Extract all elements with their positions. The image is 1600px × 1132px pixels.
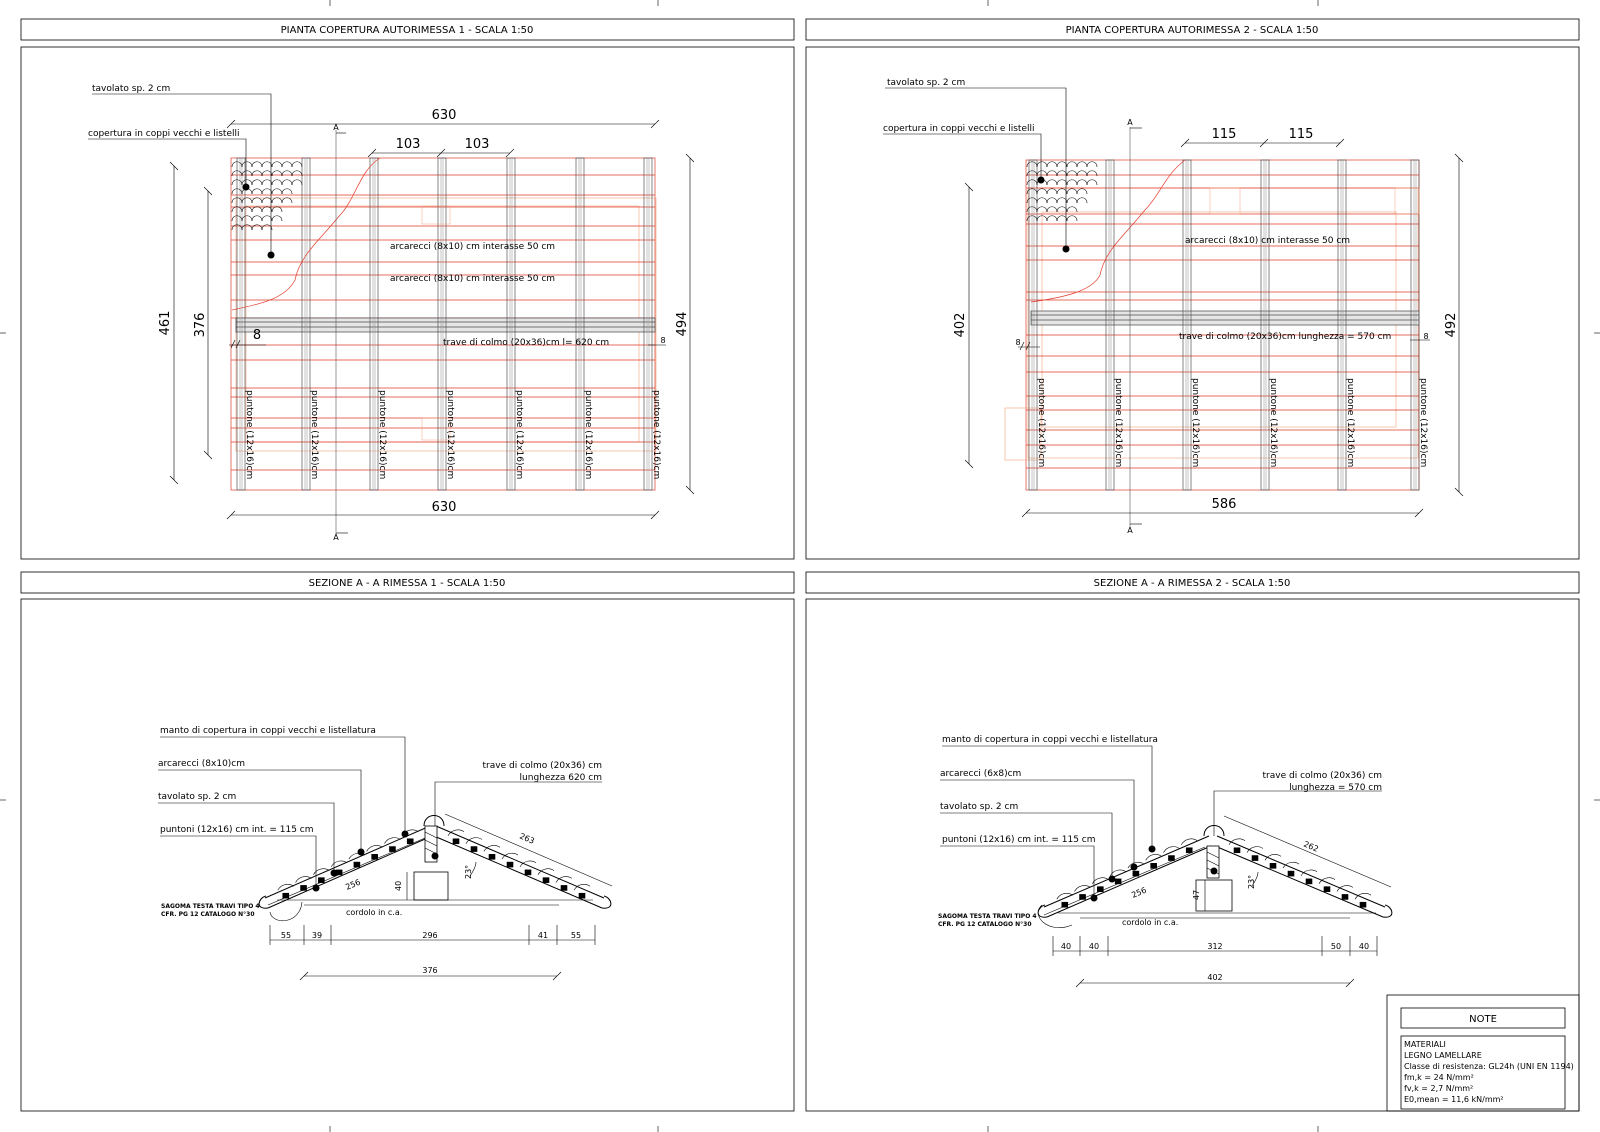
- plan1-dim-8b: 8: [660, 336, 666, 345]
- sec1-dim-b3: 296: [422, 931, 438, 940]
- sec2-manto-label: manto di copertura in coppi vecchi e listellatura: [942, 735, 1158, 745]
- puntone-label-1: puntone (12x16)cm: [1036, 378, 1046, 468]
- note-line-4: fm,k = 24 N/mm²: [1404, 1073, 1474, 1082]
- sec1-dim-263: 263: [518, 831, 536, 846]
- sec2-dim-b1: 40: [1060, 942, 1072, 951]
- sec1-dim-b4: 41: [537, 931, 549, 940]
- sec2-puntoni-label: puntoni (12x16) cm int. = 115 cm: [942, 835, 1096, 845]
- sec2-dim-256: 256: [1130, 885, 1148, 900]
- plan1-dim-right: 494: [675, 311, 690, 337]
- plan1-dim-8a: 8: [252, 328, 262, 343]
- sec2-dim-b3: 312: [1207, 942, 1223, 951]
- sec2-frame: [806, 599, 1579, 1111]
- plan2-tavolato-label: tavolato sp. 2 cm: [887, 78, 966, 88]
- puntone-label-5: puntone (12x16)cm: [1345, 378, 1355, 468]
- plan1-dim-bottom: 630: [431, 500, 457, 515]
- plan1-trave-label: trave di colmo (20x36)cm l= 620 cm: [443, 338, 610, 348]
- plan1-dim-top: 630: [431, 108, 457, 123]
- puntone-label-4: puntone (12x16)cm: [445, 390, 455, 480]
- plan1-section-a-top: A: [333, 123, 339, 132]
- sec2-trave-label-2: lunghezza = 570 cm: [1289, 783, 1382, 793]
- plan2-drawing: [883, 88, 1463, 528]
- sec1-dim-b1: 55: [280, 931, 292, 940]
- plan2-section-a-bottom: A: [1127, 526, 1133, 535]
- puntone-label-2: puntone (12x16)cm: [1113, 378, 1123, 468]
- sec1-trave-label-1: trave di colmo (20x36) cm: [482, 761, 602, 771]
- puntone-label-7: puntone (12x16)cm: [651, 390, 661, 480]
- plan2-arcarecci-label: arcarecci (8x10) cm interasse 50 cm: [1185, 236, 1351, 246]
- puntone-label-3: puntone (12x16)cm: [1190, 378, 1200, 468]
- plan1-dim-left-outer: 461: [158, 310, 173, 336]
- sec2-arcarecci-label: arcarecci (6x8)cm: [940, 769, 1022, 779]
- sec1-tavolato-label: tavolato sp. 2 cm: [158, 792, 237, 802]
- plan2-dim-span1: 115: [1211, 127, 1237, 142]
- plan1-tavolato-label: tavolato sp. 2 cm: [92, 84, 171, 94]
- plan2-dim-bottom: 586: [1211, 497, 1237, 512]
- puntone-label-2: puntone (12x16)cm: [309, 390, 319, 480]
- sec1-arcarecci-label: arcarecci (8x10)cm: [158, 759, 246, 769]
- plan1-dim-span2: 103: [464, 137, 490, 152]
- plan1-dim-span1: 103: [395, 137, 421, 152]
- sec2-dim-b5: 40: [1358, 942, 1370, 951]
- plan2-dim-8b: 8: [1423, 332, 1429, 341]
- sec1-dim-b5: 55: [570, 931, 582, 940]
- sec1-manto-label: manto di copertura in coppi vecchi e listellatura: [160, 726, 376, 736]
- note-line-3: Classe di resistenza: GL24h (UNI EN 1194): [1404, 1062, 1574, 1071]
- note-line-2: LEGNO LAMELLARE: [1404, 1051, 1482, 1060]
- sec1-dim-256: 256: [344, 877, 362, 892]
- plan1-arcarecci-label-a: arcarecci (8x10) cm interasse 50 cm: [390, 242, 556, 252]
- sec2-cordolo-label: cordolo in c.a.: [1122, 918, 1179, 927]
- sec2-dim-angle: 23°: [1247, 874, 1256, 889]
- plan2-dim-right: 492: [1444, 312, 1459, 338]
- sec1-frame: [21, 599, 794, 1111]
- plan2-section-a-top: A: [1127, 118, 1133, 127]
- sec1-dim-40: 40: [394, 880, 403, 891]
- sec2-dim-b4: 50: [1330, 942, 1342, 951]
- sec2-dim-47: 47: [1192, 889, 1201, 900]
- puntone-label-3: puntone (12x16)cm: [377, 390, 387, 480]
- plan1-section-a-bottom: A: [333, 533, 339, 542]
- plan2-title: PIANTA COPERTURA AUTORIMESSA 2 - SCALA 1:50: [1065, 25, 1319, 36]
- sec2-dim-b2: 40: [1088, 942, 1100, 951]
- sec1-dim-total: 376: [422, 966, 438, 975]
- sec1-trave-label-2: lunghezza 620 cm: [519, 773, 602, 783]
- sec2-sagoma-2: CFR. PG 12 CATALOGO N°30: [938, 921, 1032, 928]
- puntone-label-1: puntone (12x16)cm: [244, 390, 254, 480]
- plan2-trave-label: trave di colmo (20x36)cm lunghezza = 570 cm: [1179, 332, 1392, 342]
- sec2-sagoma-1: SAGOMA TESTA TRAVI TIPO 4: [938, 913, 1037, 920]
- note-line-6: E0,mean = 11,6 kN/mm²: [1404, 1095, 1504, 1104]
- sec2-tavolato-label: tavolato sp. 2 cm: [940, 802, 1019, 812]
- puntone-label-6: puntone (12x16)cm: [583, 390, 593, 480]
- plan2-dim-span2: 115: [1288, 127, 1314, 142]
- sec1-dim-b2: 39: [311, 931, 323, 940]
- sec2-trave-label-1: trave di colmo (20x36) cm: [1262, 771, 1382, 781]
- sec1-title: SEZIONE A - A RIMESSA 1 - SCALA 1:50: [308, 578, 506, 589]
- note-title: NOTE: [1469, 1014, 1497, 1025]
- sec2-dim-262: 262: [1302, 839, 1320, 854]
- plan1-arcarecci-label-b: arcarecci (8x10) cm interasse 50 cm: [390, 274, 556, 284]
- sec2-dim-total: 402: [1207, 973, 1223, 982]
- plan1-dim-left-inner: 376: [193, 312, 208, 338]
- plan1-copertura-label: copertura in coppi vecchi e listelli: [88, 129, 240, 139]
- sec2-title: SEZIONE A - A RIMESSA 2 - SCALA 1:50: [1093, 578, 1291, 589]
- plan2-dim-left: 402: [953, 312, 968, 338]
- sec1-dim-angle: 23°: [464, 864, 473, 879]
- plan1-title: PIANTA COPERTURA AUTORIMESSA 1 - SCALA 1:50: [280, 25, 534, 36]
- plan1-drawing: [88, 94, 694, 535]
- puntone-label-4: puntone (12x16)cm: [1268, 378, 1278, 468]
- plan2-copertura-label: copertura in coppi vecchi e listelli: [883, 124, 1035, 134]
- sec1-sagoma-2: CFR. PG 12 CATALOGO N°30: [161, 911, 255, 918]
- plan2-dim-8a: 8: [1015, 338, 1021, 347]
- puntone-label-6: puntone (12x16)cm: [1418, 378, 1428, 468]
- sec1-sagoma-1: SAGOMA TESTA TRAVI TIPO 4: [161, 903, 260, 910]
- sec1-cordolo-label: cordolo in c.a.: [346, 908, 403, 917]
- sec1-puntoni-label: puntoni (12x16) cm int. = 115 cm: [160, 825, 314, 835]
- note-line-1: MATERIALI: [1404, 1040, 1446, 1049]
- note-line-5: fv,k = 2,7 N/mm²: [1404, 1084, 1474, 1093]
- puntone-label-5: puntone (12x16)cm: [514, 390, 524, 480]
